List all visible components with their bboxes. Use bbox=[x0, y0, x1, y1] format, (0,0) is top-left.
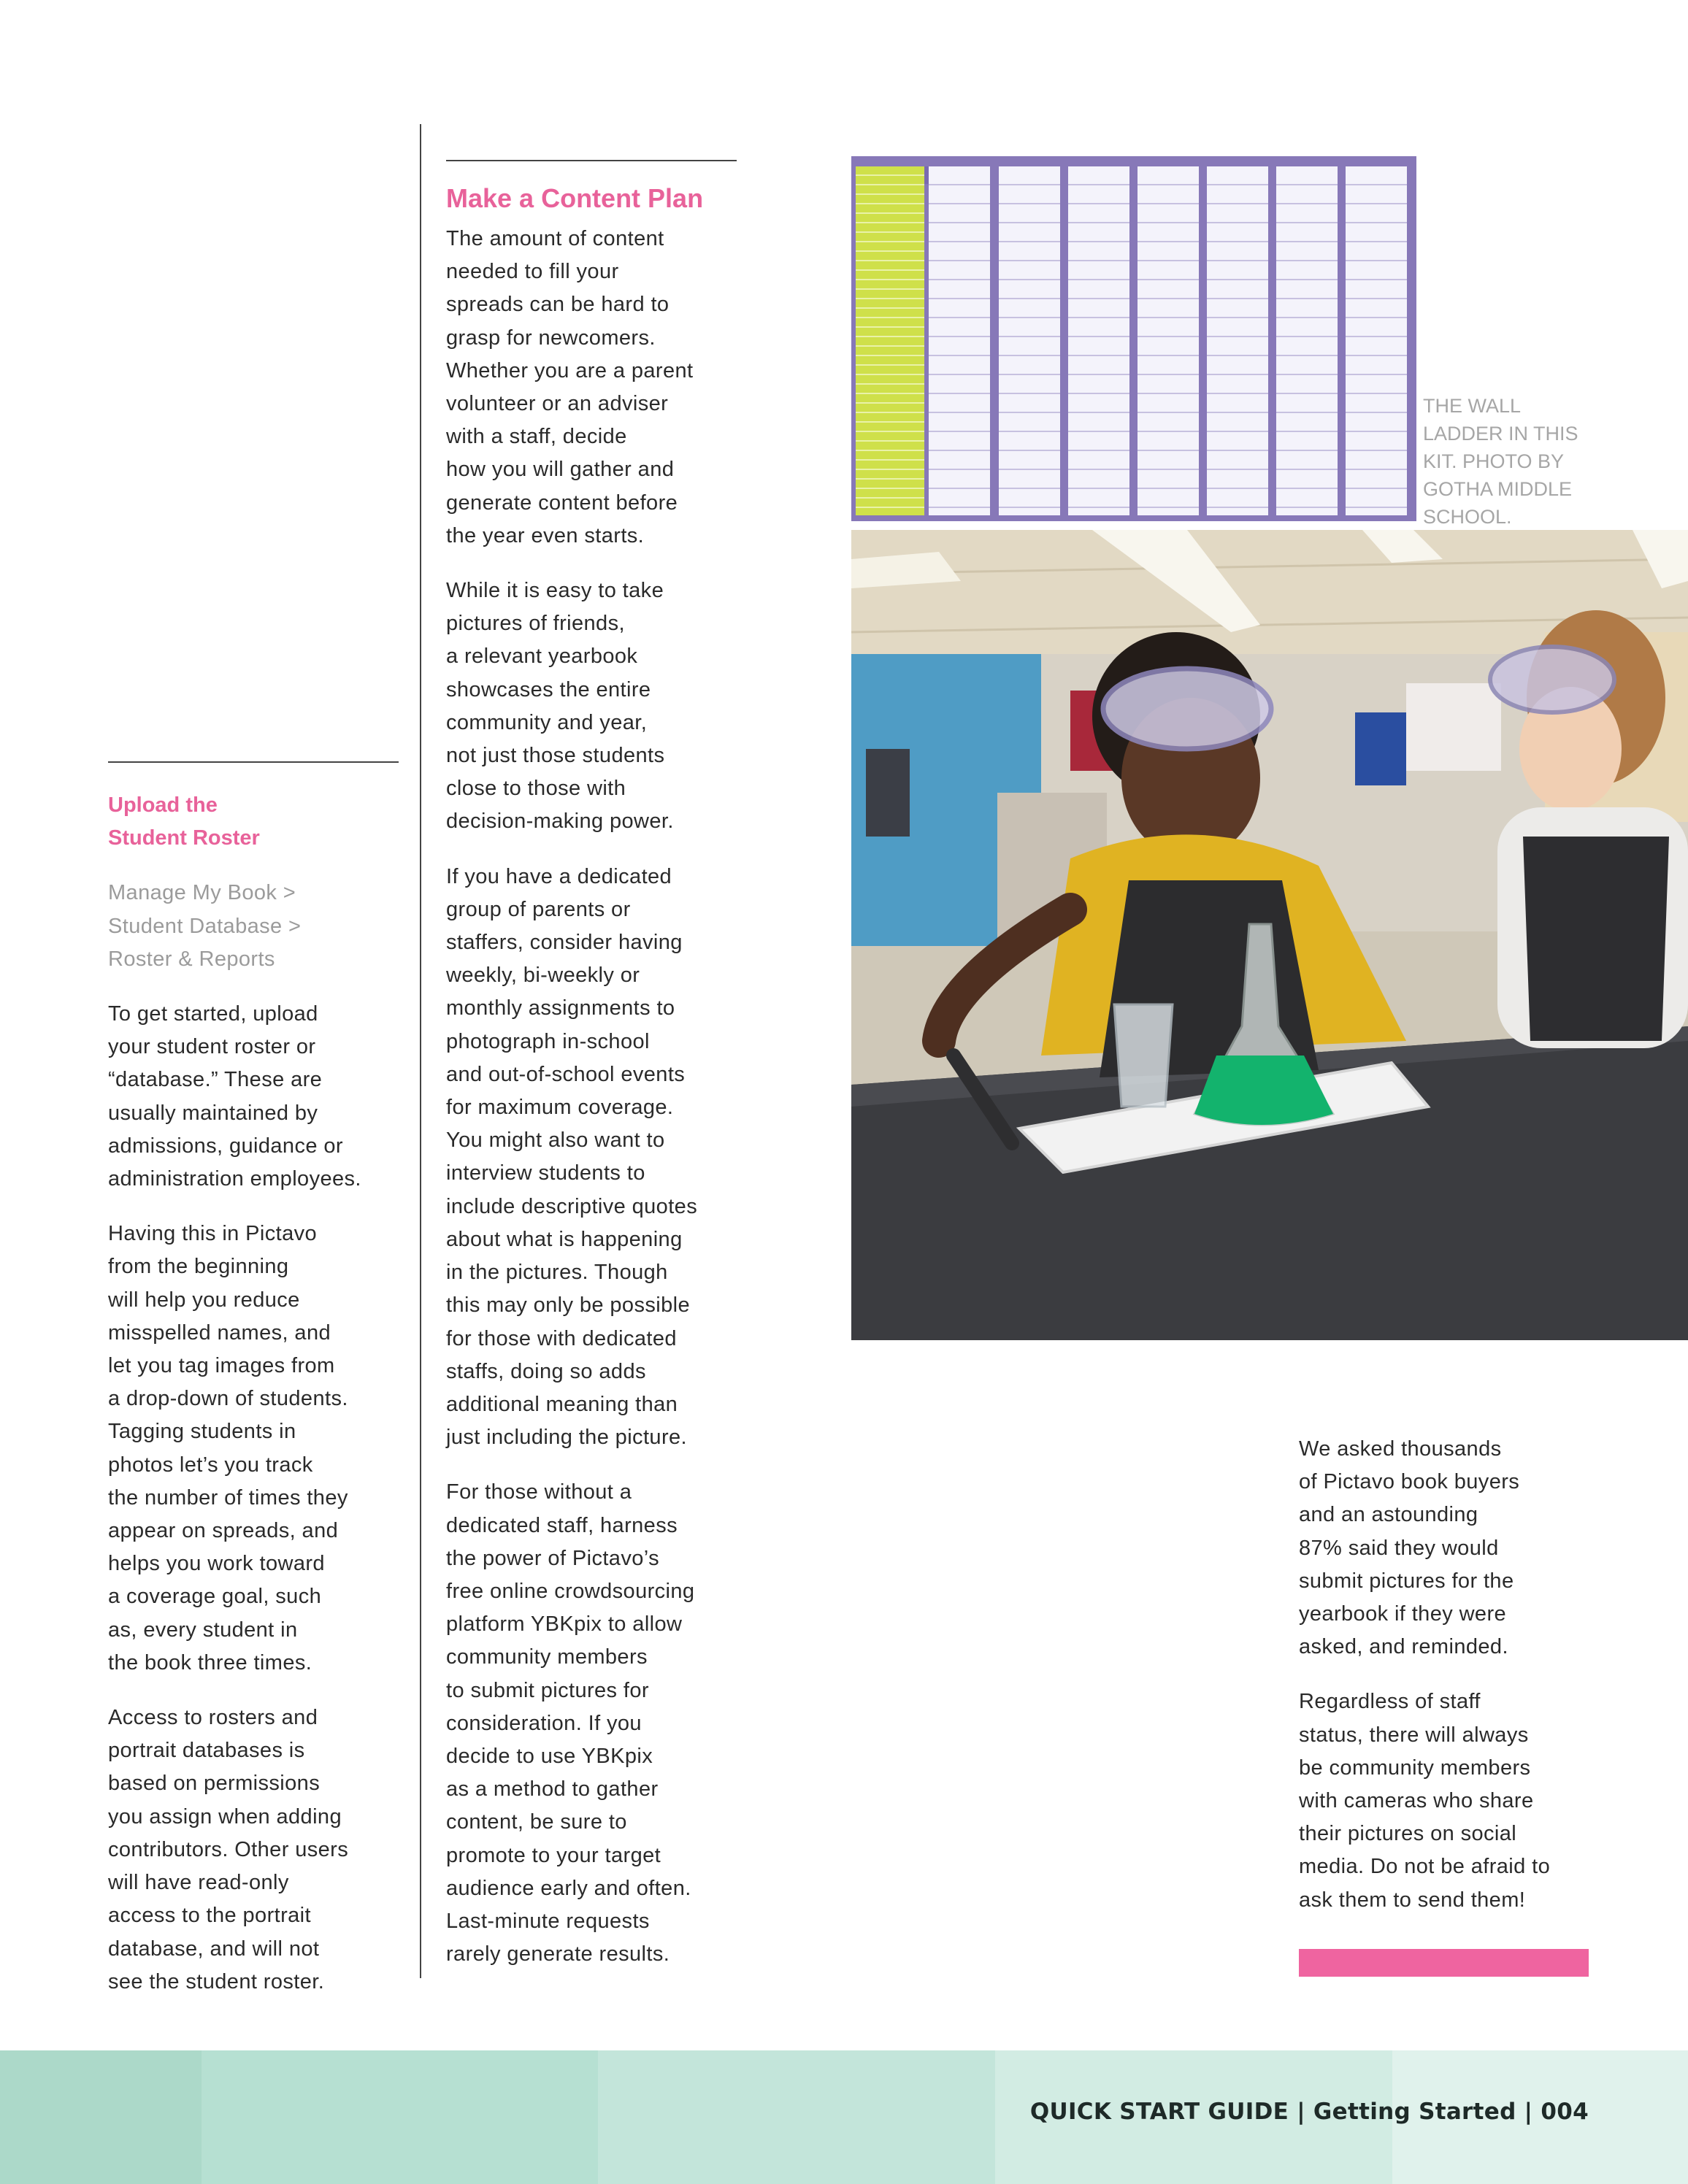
content-plan-heading: Make a Content Plan bbox=[446, 183, 704, 213]
survey-section bbox=[1299, 1433, 1605, 1917]
science-lab-photo bbox=[851, 530, 1688, 1340]
content-plan-paragraph-2: While it is easy to take pictures of friends, a relevant yearbook showcases the entire community and year, not just those students close to those with decision-making power. bbox=[446, 579, 674, 834]
ladder-column bbox=[1276, 166, 1338, 515]
photo-illustration bbox=[851, 530, 1688, 1340]
ladder-column bbox=[1138, 166, 1199, 515]
footer-band bbox=[0, 2050, 202, 2184]
ladder-column bbox=[1068, 166, 1129, 515]
content-plan-paragraph-1: The amount of content needed to fill your spreads can be hard to grasp for newcomers. Whether you are a parent volunteer or an adviser with a staff, decide how you will gather and generate content before the year even starts. bbox=[446, 227, 694, 547]
section-divider bbox=[446, 160, 737, 161]
content-plan-paragraph-3: If you have a dedicated group of parents or staffers, consider having weekly, bi-weekly or monthly assignments to photograph in-school and out-of-school events for maximum coverage. You might also want to interview students to include descriptive quotes about what is happening in the pictures. Though this may only be possible for those with dedicated staffs, doing so adds additional meaning than just including the picture. bbox=[446, 864, 698, 1450]
content-plan-paragraph-4: For those without a dedicated staff, harness the power of Pictavo’s free online crowdsourcing platform YBKpix to allow community members to submit pictures for consideration. If you decide to use YBKpix as a method to gather content, be sure to promote to your target audience early and often. Last-minute requests rarely generate results. bbox=[446, 1480, 695, 1966]
menu-path: Manage My Book > Student Database > Roster & Reports bbox=[108, 881, 302, 971]
accent-bar bbox=[1299, 1949, 1589, 1977]
ladder-column bbox=[999, 166, 1060, 515]
content-plan-section bbox=[446, 160, 737, 1971]
column-divider bbox=[420, 124, 421, 1978]
roster-section bbox=[108, 761, 399, 1999]
ladder-caption: THE WALL LADDER IN THIS KIT. PHOTO BY GOTHA MIDDLE SCHOOL. bbox=[1423, 395, 1578, 528]
footer-label: QUICK START GUIDE | Getting Started | 004 bbox=[1029, 2099, 1589, 2125]
footer-band bbox=[202, 2050, 598, 2184]
roster-paragraph-2: Having this in Pictavo from the beginning will help you reduce misspelled names, and let you tag images from a drop-down of students. Tagging students in photos let’s you track the number of times they appear on spreads, and helps you work toward a coverage goal, such as, every student in the book three times. bbox=[108, 1222, 348, 1674]
ladder-column bbox=[1207, 166, 1268, 515]
roster-heading: Upload the Student Roster bbox=[108, 793, 260, 850]
survey-paragraph-2: Regardless of staff status, there will always be community members with cameras who share their pictures on social media. Do not be afraid to ask them to send them! bbox=[1299, 1690, 1551, 1912]
roster-paragraph-3: Access to rosters and portrait databases is based on permissions you assign when adding contributors. Other users will have read-only access to the portrait database, and will not see the student roster. bbox=[108, 1706, 349, 1993]
ladder-column bbox=[1346, 166, 1407, 515]
ladder-legend-panel bbox=[856, 166, 924, 515]
roster-paragraph-1: To get started, upload your student roster or “database.” These are usually maintained by admissions, guidance or administration employees. bbox=[108, 1002, 361, 1191]
wall-ladder-image bbox=[851, 156, 1416, 521]
ladder-column bbox=[929, 166, 990, 515]
survey-paragraph-1: We asked thousands of Pictavo book buyers and an astounding 87% said they would submit pictures for the yearbook if they were asked, and reminded. bbox=[1299, 1437, 1520, 1659]
footer-band bbox=[598, 2050, 995, 2184]
section-divider bbox=[108, 761, 399, 763]
